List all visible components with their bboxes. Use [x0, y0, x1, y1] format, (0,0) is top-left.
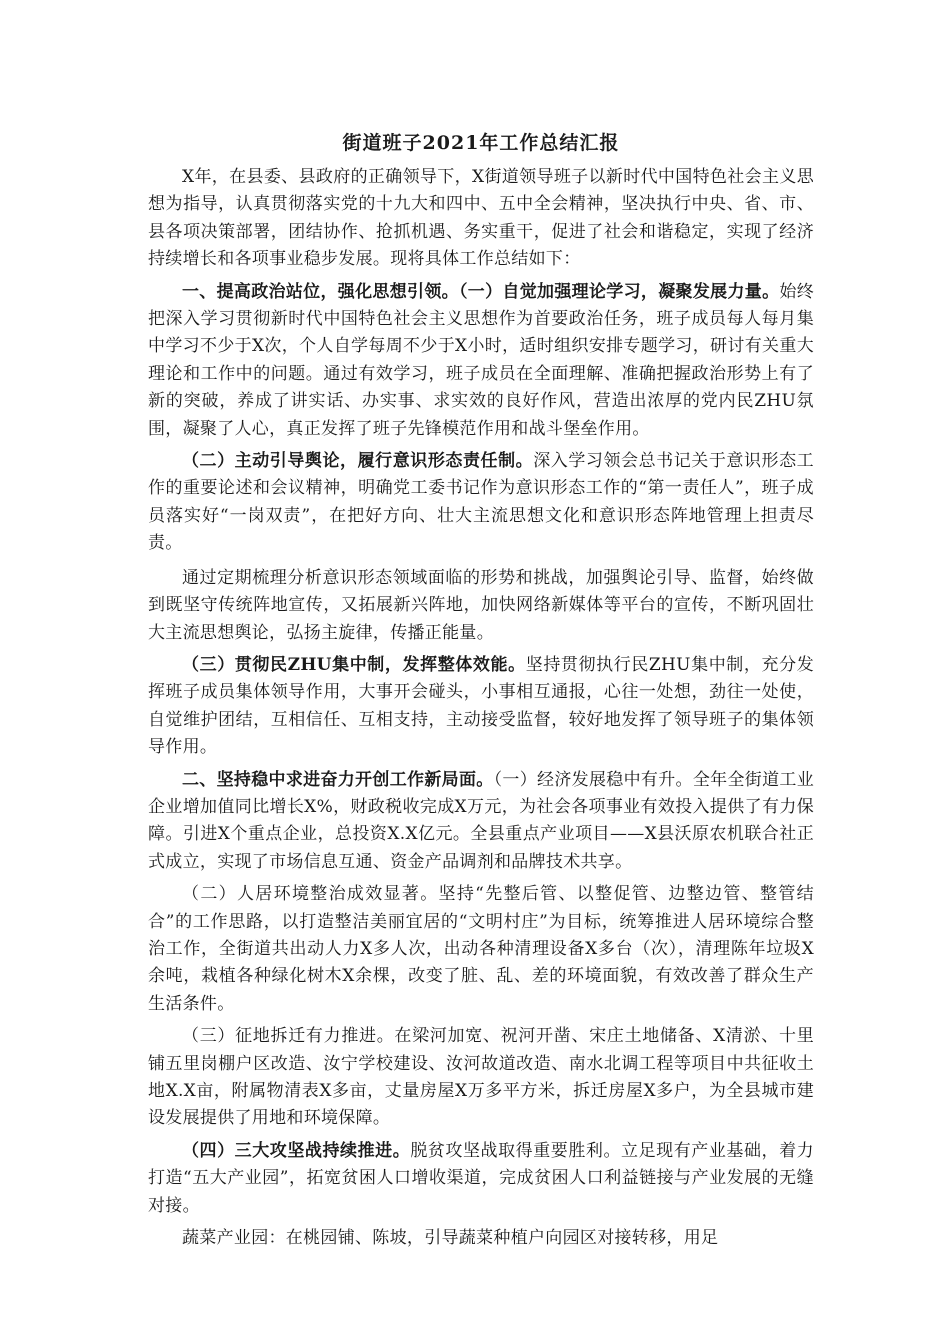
paragraph-lead: （四）三大攻坚战持续推进。 [182, 1140, 411, 1161]
paragraph-text: 坚持贯彻执行民ZHU集中制，充分发挥班子成员集体领导作用，大事开会碰头，小事相互通报，心往一处想，劲往一处使，自觉维护团结，互相信任、互相支持，主动接受监督，较好地发挥了领导班子的集体领导作用。 [148, 654, 814, 758]
paragraph-environment [148, 881, 814, 1018]
paragraph-lead: 二、坚持稳中求进奋力开创工作新局面。 [182, 769, 494, 790]
paragraph-text: （二）人居环境整治成效显著。坚持“先整后管、以整促管、边整边管、整管结合”的工作思路，以打造整洁美丽宜居的“文明村庄”为目标，统筹推进人居环境综合整治工作，全街道共出动人力X多人次，出动各种清理设备X多台（次），清理陈年垃圾X余吨，栽植各种绿化树木X余棵，改变了脏、乱、差的环境面貌，有效改善了群众生产生活条件。 [148, 884, 814, 1014]
paragraph-text: （三）征地拆迁有力推进。在梁河加宽、祝河开凿、宋庄土地储备、X清淤、十里铺五里岗棚户区改造、汝宁学校建设、汝河故道改造、南水北调工程等项目中共征收土地X.X亩，附属物清表X多亩，丈量房屋X万多平方米，拆迁房屋X多户，为全县城市建设发展提供了用地和环境保障。 [148, 1026, 814, 1129]
paragraph-section-2 [148, 767, 814, 877]
document-title: 街道班子2021年工作总结汇报 [342, 132, 620, 154]
paragraph-land-acquisition [148, 1023, 814, 1133]
paragraph-text: 脱贫攻坚战取得重要胜利。立足现有产业基础，着力打造“五大产业园”，拓宽贫困人口增收渠道，完成贫困人口利益链接与产业发展的无缝对接。 [148, 1140, 814, 1216]
paragraph-public-opinion [148, 565, 814, 647]
paragraph-section-1-3 [148, 652, 814, 762]
paragraph-section-1-2 [148, 448, 814, 558]
paragraph-section-1 [148, 279, 814, 443]
paragraph-text: 蔬菜产业园：在桃园铺、陈坡，引导蔬菜种植户向园区对接转移，用足 [182, 1228, 719, 1249]
paragraph-vegetable-park [148, 1225, 814, 1252]
paragraph-text: X年，在县委、县政府的正确领导下，X街道领导班子以新时代中国特色社会主义思想为指导，认真贯彻落实党的十九大和四中、五中全会精神，坚决执行中央、省、市、县各项决策部署，团结协作、抢抓机遇、务实重干，促进了社会和谐稳定，实现了经济持续增长和各项事业稳步发展。现将具体工作总结如下： [148, 167, 814, 270]
paragraph-text: （一）经济发展稳中有升。全年全街道工业企业增加值同比增长X%，财政税收完成X万元，为社会各项事业有效投入提供了有力保障。引进X个重点企业，总投资X.X亿元。全县重点产业项目——X县沃原农机联合社正式成立，实现了市场信息互通、资金产品调剂和品牌技术共享。 [148, 769, 815, 872]
paragraph-text: 通过定期梳理分析意识形态领域面临的形势和挑战，加强舆论引导、监督，始终做到既坚守传统阵地宣传，又拓展新兴阵地，加快网络新媒体等平台的宣传，不断巩固壮大主流思想舆论，弘扬主旋律，传播正能量。 [148, 567, 814, 643]
paragraph-text: 始终把深入学习贯彻新时代中国特色社会主义思想作为首要政治任务，班子成员每人每月集中学习不少于X次，个人自学每周不少于X小时，适时组织安排专题学习，研讨有关重大理论和工作中的问题。通过有效学习，班子成员在全面理解、准确把握政治形势上有了新的突破，养成了讲实话、办实事、求实效的良好作风，营造出浓厚的党内民ZHU氛围，凝聚了人心，真正发挥了班子先锋模范作用和战斗堡垒作用。 [148, 281, 815, 439]
paragraph-text: 深入学习领会总书记关于意识形态工作的重要论述和会议精神，明确党工委书记作为意识形态工作的“第一责任人”，班子成员落实好“一岗双责”，在把好方向、壮大主流思想文化和意识形态阵地管理上担责尽责。 [148, 451, 814, 554]
paragraph-lead: （三）贯彻民ZHU集中制，发挥整体效能。 [182, 654, 526, 675]
paragraph-lead: （二）主动引导舆论，履行意识形态责任制。 [182, 451, 534, 472]
paragraph-intro [148, 164, 814, 274]
paragraph-lead: 一、提高政治站位，强化思想引领。（一）自觉加强理论学习，凝聚发展力量。 [182, 281, 780, 302]
paragraph-section-2-4 [148, 1138, 814, 1220]
